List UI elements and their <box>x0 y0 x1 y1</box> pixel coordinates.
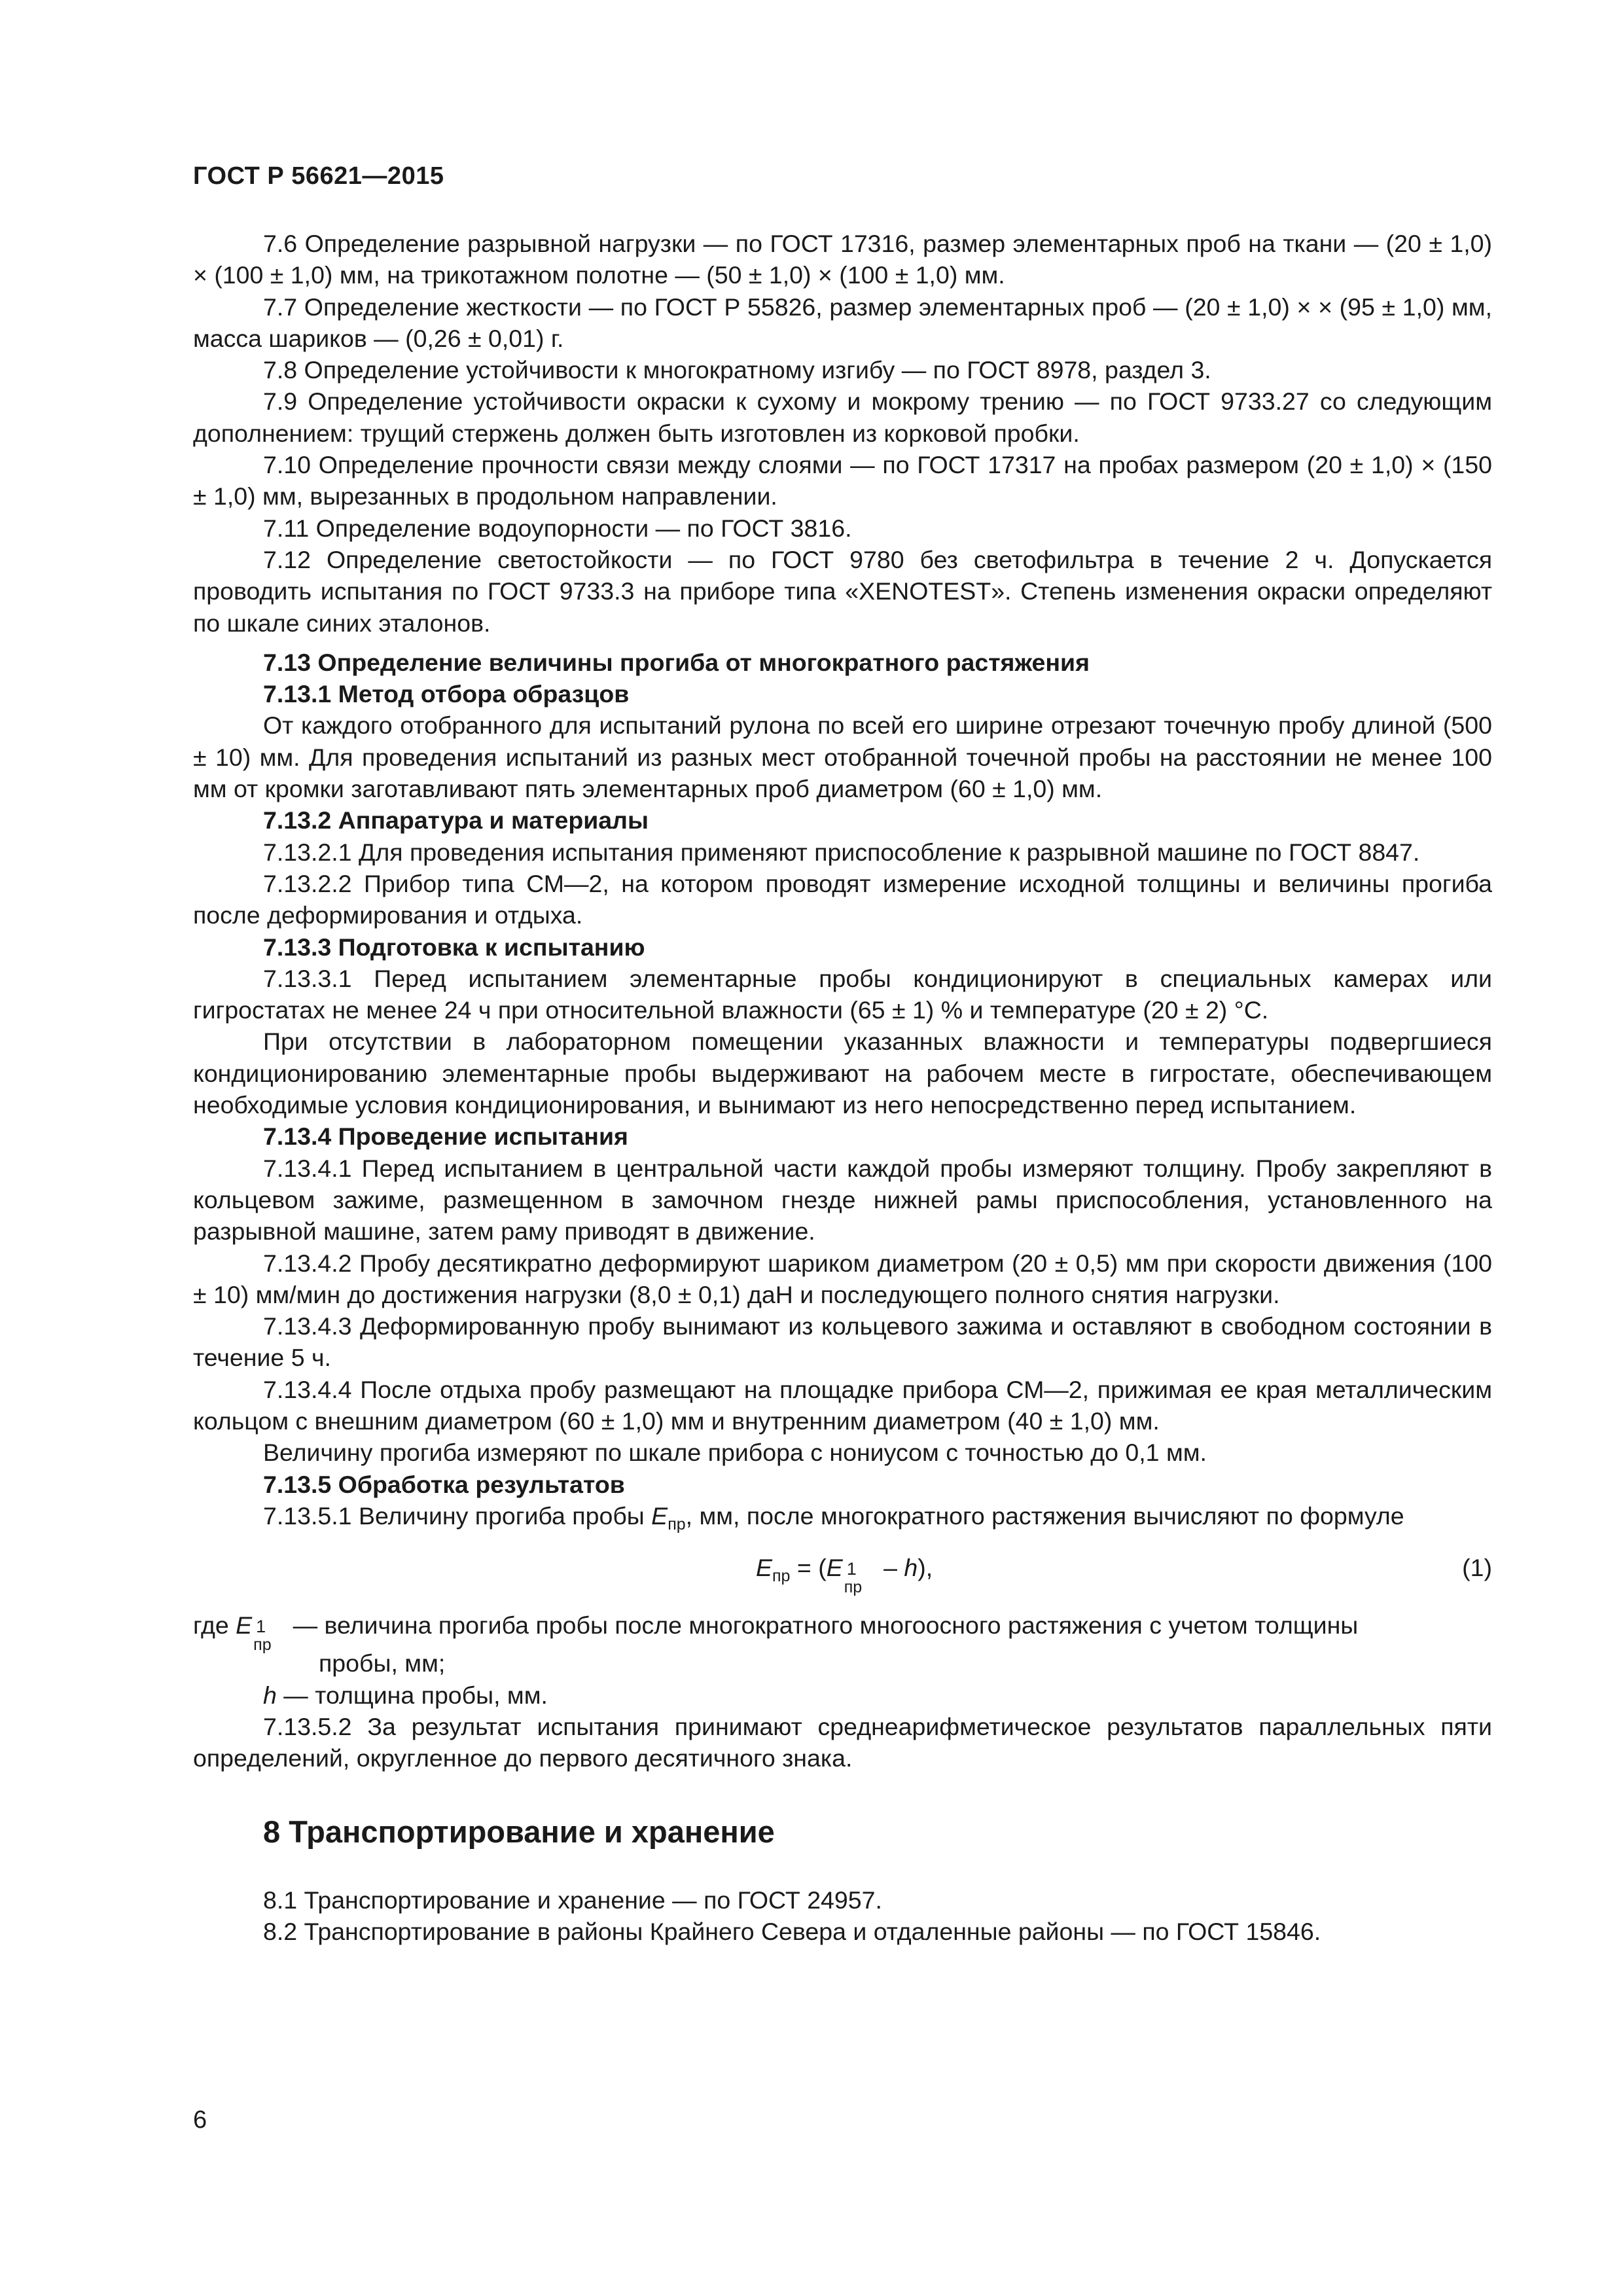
formula-sup-sub <box>843 1559 877 1597</box>
where-prefix: где <box>193 1611 236 1640</box>
formula-close: ), <box>918 1554 933 1582</box>
paragraph-7-13-3-2: При отсутствии в лабораторном помещении указанных влажности и температуры подвергшиеся кондиционированию элементарные пробы выдерживают на рабочем месте в гигростате, обеспечивающем необходимые условия кондиционирования, и вынимают из него непосредственно перед испытанием. <box>193 1028 1492 1119</box>
page-number: 6 <box>193 2106 207 2134</box>
formula-1 <box>756 1552 933 1597</box>
paragraph-7-13-4-2: 7.13.4.2 Пробу десятикратно деформируют шариком диаметром (20 ± 0,5) мм при скорости движения (100 ± 10) мм/мин до достижения нагрузки (8,0 ± 0,1) даН и последующего полного снятия нагрузки. <box>193 1249 1492 1308</box>
document-code: ГОСТ Р 56621—2015 <box>193 162 444 190</box>
paragraph-7-6: 7.6 Определение разрывной нагрузки — по ГОСТ 17316, размер элементарных проб на ткани — (20 ± 1,0) × (100 ± 1,0) мм, на трикотажном полотне — (50 ± 1,0) × (100 ± 1,0) мм. <box>193 230 1492 289</box>
paragraph-7-13-1: От каждого отобранного для испытаний рулона по всей его ширине отрезают точечную пробу длиной (500 ± 10) мм. Для проведения испытаний из разных мест отобранной точечной пробы на расстоянии не менее 100 мм от кромки заготавливают пять элементарных проб диаметром (60 ± 1,0) мм. <box>193 711 1492 803</box>
where-variable-h: h <box>263 1681 277 1709</box>
paragraph-7-13-4-5: Величину прогиба измеряют по шкале прибора с нониусом с точностью до 0,1 мм. <box>263 1439 1207 1467</box>
where-text: — величина прогиба пробы после многократного многоосного растяжения с учетом толщины <box>286 1611 1359 1640</box>
formula-explanation <box>193 1609 1492 1655</box>
heading-7-13-4: 7.13.4 Проведение испытания <box>263 1122 628 1151</box>
paragraph-7-13-3-1: 7.13.3.1 Перед испытанием элементарные пробы кондиционируют в специальных камерах или гигростатах не менее 24 ч при относительной влажности (65 ± 1) % и температуре (20 ± 2) °С. <box>193 964 1492 1024</box>
formula-variable-h: h <box>904 1554 918 1582</box>
formula-explanation-cont: пробы, мм; <box>319 1649 446 1677</box>
text-fragment: , мм, после многократного растяжения вычисляют по формуле <box>685 1501 1404 1530</box>
formula-explanation-h <box>193 1679 1492 1711</box>
formula-subscript: пр <box>844 1578 863 1597</box>
paragraph-7-13-4-3: 7.13.4.3 Деформированную пробу вынимают из кольцевого зажима и оставляют в свободном состоянии в течение 5 ч. <box>193 1312 1492 1372</box>
paragraph-7-11: 7.11 Определение водоупорности — по ГОСТ 3816. <box>263 514 852 542</box>
section-8-title: 8 Транспортирование и хранение <box>263 1814 775 1849</box>
where-h-text: — толщина пробы, мм. <box>276 1681 548 1709</box>
formula-subscript: пр <box>772 1567 791 1586</box>
paragraph-7-12: 7.12 Определение светостойкости — по ГОСТ 9780 без светофильтра в течение 2 ч. Допускается проводить испытания по ГОСТ 9733.3 на приборе типа «XENOTEST». Степень изменения окраски определяют по шкале синих эталонов. <box>193 545 1492 637</box>
formula-operator: – <box>876 1554 904 1582</box>
text-fragment: 7.13.5.1 Величину прогиба пробы <box>263 1501 652 1530</box>
paragraph-7-8: 7.8 Определение устойчивости к многократному изгибу — по ГОСТ 8978, раздел 3. <box>263 356 1211 384</box>
paragraph-7-13-2-2: 7.13.2.2 Прибор типа СМ—2, на котором проводят измерение исходной толщины и величины прогиба после деформирования и отдыха. <box>193 869 1492 929</box>
paragraph-7-13-2-1: 7.13.2.1 Для проведения испытания применяют приспособление к разрывной машине по ГОСТ 8847. <box>263 838 1420 866</box>
heading-7-13-5: 7.13.5 Обработка результатов <box>263 1470 625 1498</box>
formula-operator: = ( <box>790 1554 827 1582</box>
paragraph-7-13-5-1 <box>193 1500 1492 1540</box>
where-sup-sub <box>252 1617 286 1655</box>
formula-row <box>193 1549 1492 1595</box>
heading-7-13-3: 7.13.3 Подготовка к испытанию <box>263 933 645 961</box>
paragraph-7-7: 7.7 Определение жесткости — по ГОСТ Р 55826, размер элементарных проб — (20 ± 1,0) × × (95 ± 1,0) мм, масса шариков — (0,26 ± 0,01) г. <box>193 293 1492 352</box>
formula-number: (1) <box>1462 1554 1492 1582</box>
formula-superscript: 1 <box>846 1559 857 1579</box>
paragraph-7-13-4-1: 7.13.4.1 Перед испытанием в центральной части каждой пробы измеряют толщину. Пробу закрепляют в кольцевом зажиме, размещенном в замочном гнезде нижней рамы приспособления, установленного на разрывной машине, затем раму приводят в движение. <box>193 1154 1492 1246</box>
paragraph-7-13-4-4: 7.13.4.4 После отдыха пробу размещают на площадке прибора СМ—2, прижимая ее края металлическим кольцом с внешним диаметром (60 ± 1,0) мм и внутренним диаметром (40 ± 1,0) мм. <box>193 1375 1492 1435</box>
paragraph-7-10: 7.10 Определение прочности связи между слоями — по ГОСТ 17317 на пробах размером (20 ± 1,0) × (150 ± 1,0) мм, вырезанных в продольном направлении. <box>193 451 1492 511</box>
where-superscript: 1 <box>256 1617 266 1637</box>
where-variable: E <box>236 1611 253 1640</box>
document-body <box>193 228 1492 1947</box>
heading-7-13: 7.13 Определение величины прогиба от многократного растяжения <box>263 648 1090 676</box>
paragraph-8-1: 8.1 Транспортирование и хранение — по ГОСТ 24957. <box>263 1886 882 1914</box>
subscript: пр <box>668 1515 686 1534</box>
heading-7-13-2: 7.13.2 Аппаратура и материалы <box>263 806 649 834</box>
paragraph-7-9: 7.9 Определение устойчивости окраски к сухому и мокрому трению — по ГОСТ 9733.27 со следующим дополнением: трущий стержень должен быть изготовлен из корковой пробки. <box>193 387 1492 447</box>
heading-7-13-1: 7.13.1 Метод отбора образцов <box>263 680 630 708</box>
formula-variable: E <box>756 1554 773 1582</box>
where-subscript: пр <box>253 1636 272 1655</box>
paragraph-7-13-5-2: 7.13.5.2 За результат испытания принимают среднеарифметическое результатов параллельных пяти определений, округленное до первого десятичного знака. <box>193 1713 1492 1772</box>
variable-e: E <box>651 1501 668 1530</box>
paragraph-8-2: 8.2 Транспортирование в районы Крайнего Севера и отдаленные районы — по ГОСТ 15846. <box>263 1917 1321 1945</box>
formula-variable: E <box>826 1554 843 1582</box>
